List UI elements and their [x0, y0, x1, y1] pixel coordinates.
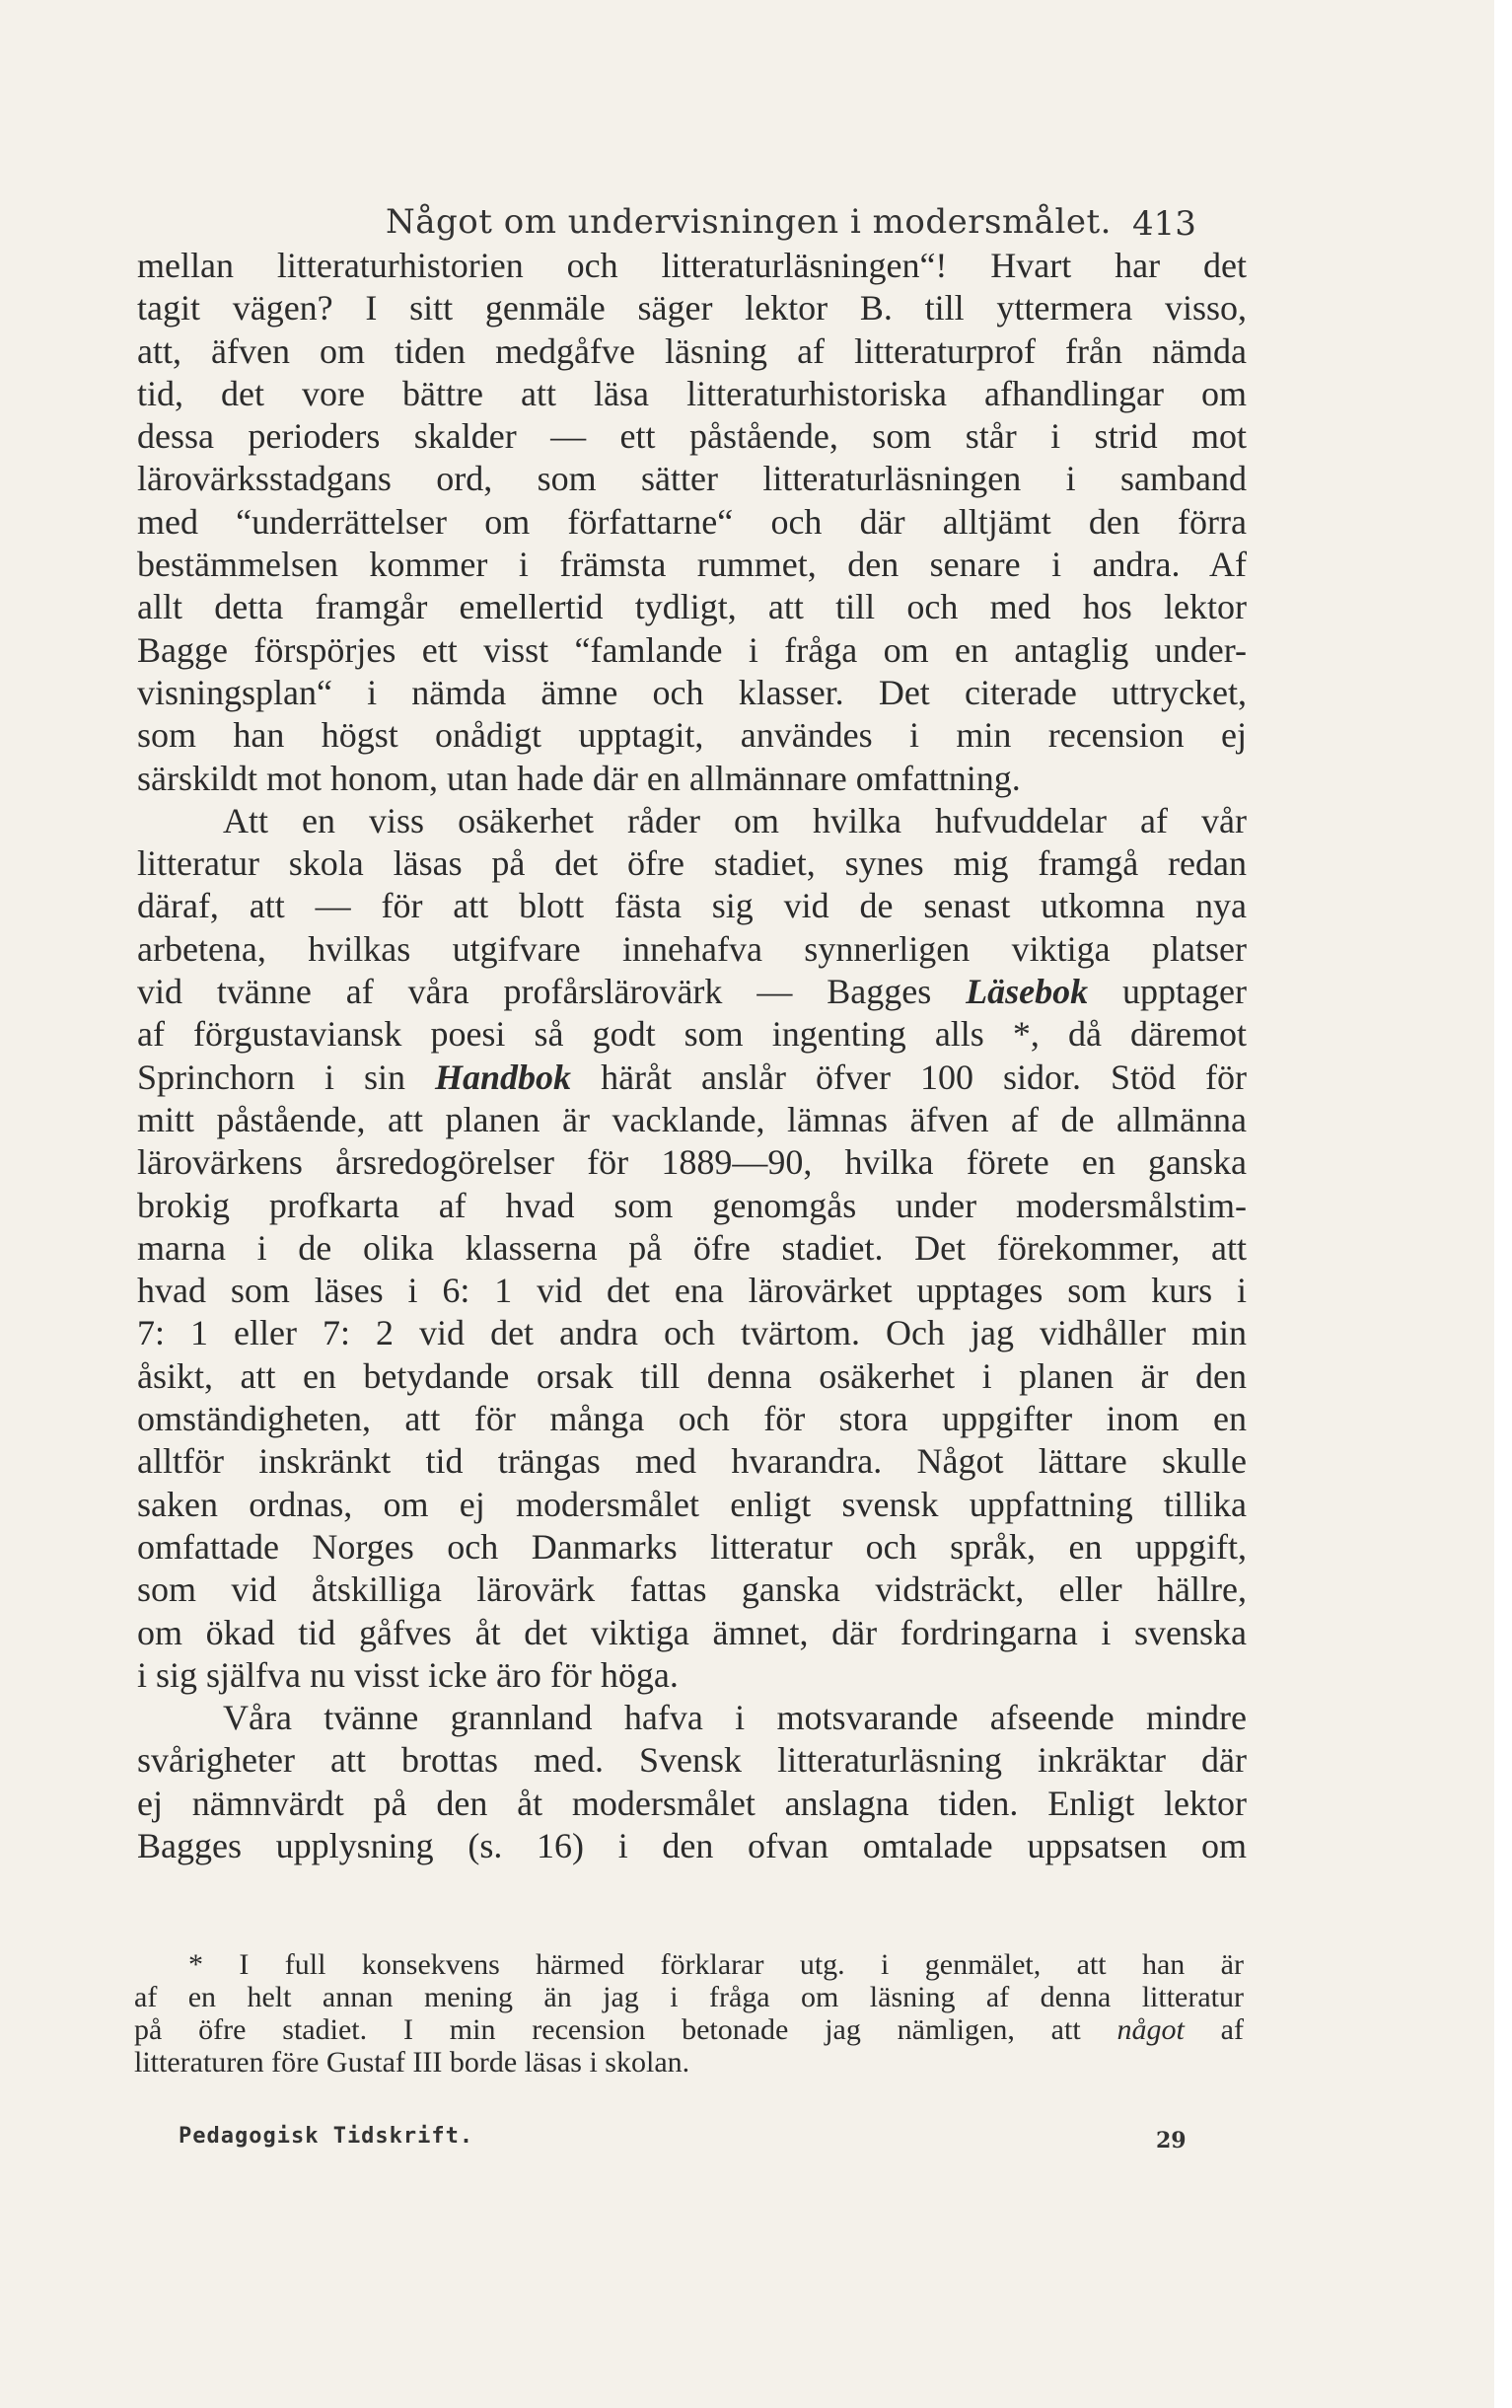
footnote-line: * I full konsekvens härmed förklarar utg. i genmälet, att han är	[188, 1948, 1244, 1981]
text-line: vid tvänne af våra profårslärovärk — Bagges Läsebok upptager	[137, 972, 1247, 1012]
text-line: lärovärksstadgans ord, som sätter litteraturläsningen i samband	[137, 459, 1247, 499]
text-line: hvad som läses i 6: 1 vid det ena lärovärket upptages som kurs i	[137, 1271, 1247, 1311]
text-line: tid, det vore bättre att läsa litteraturhistoriska afhandlingar om	[137, 373, 1247, 413]
text-line: mitt påstående, att planen är vacklande, lämnas äfven af de allmänna	[137, 1099, 1247, 1139]
text-line: dessa perioders skalder — ett påstående, som står i strid mot	[137, 416, 1247, 457]
text-line: bestämmelsen kommer i främsta rummet, den senare i andra. Af	[137, 545, 1247, 585]
text-line: om ökad tid gåfves åt det viktiga ämnet, där fordringarna i svenska	[137, 1612, 1247, 1652]
text-line: lärovärkens årsredogörelser för 1889—90, hvilka förete en ganska	[137, 1142, 1247, 1183]
text-line: att, äfven om tiden medgåfve läsning af litteraturprof från nämda	[137, 330, 1247, 371]
emphasised-title: Handbok	[435, 1057, 572, 1097]
text-line: allt detta framgår emellertid tydligt, att till och med hos lektor	[137, 587, 1247, 627]
text-line: däraf, att — för att blott fästa sig vid de senast utkomna nya	[137, 886, 1247, 926]
text-line: åsikt, att en betydande orsak till denna osäkerhet i planen är den	[137, 1355, 1247, 1396]
footnote-line: af en helt annan mening än jag i fråga om läsning af denna litteratur	[134, 1981, 1244, 2013]
text-line: i sig själfva nu visst icke äro för höga.	[137, 1654, 679, 1695]
emphasised-word: något	[1116, 2013, 1185, 2046]
text-line: mellan litteraturhistorien och litteraturläsningen“! Hvart har det	[137, 246, 1247, 285]
body-text	[137, 245, 1247, 1867]
footnote-line: på öfre stadiet. I min recension betonade jag nämligen, att något af	[134, 2013, 1244, 2046]
text-line: Bagges upplysning (s. 16) i den ofvan omtalade uppsatsen om	[137, 1825, 1247, 1865]
text-line: 7: 1 eller 7: 2 vid det andra och tvärtom. Och jag vidhåller min	[137, 1313, 1247, 1353]
page-number: 413	[1132, 204, 1196, 244]
text-line: särskildt mot honom, utan hade där en allmännare omfattning.	[137, 758, 1021, 798]
page-edge	[1494, 0, 1512, 2408]
text-line: omständigheten, att för många och för stora uppgifter inom en	[137, 1399, 1247, 1439]
text-line: alltför inskränkt tid trängas med hvarandra. Något lättare skulle	[137, 1441, 1247, 1482]
text-line: Att en viss osäkerhet råder om hvilka hufvuddelar af vår	[223, 800, 1247, 840]
text-line: brokig profkarta af hvad som genomgås under modersmålstim-	[137, 1185, 1247, 1225]
sheet-number: 29	[1156, 2128, 1187, 2153]
text-line: af förgustaviansk poesi så godt som ingenting alls *, då däremot	[137, 1014, 1247, 1055]
text-line: marna i de olika klasserna på öfre stadiet. Det förekommer, att	[137, 1227, 1247, 1268]
text-line: litteratur skola läsas på det öfre stadiet, synes mig framgå redan	[137, 843, 1247, 884]
text-line: ej nämnvärdt på den åt modersmålet anslagna tiden. Enligt lektor	[137, 1783, 1247, 1823]
footnote-line: litteraturen före Gustaf III borde läsas i skolan.	[134, 2046, 690, 2079]
text-line: omfattade Norges och Danmarks litteratur och språk, en uppgift,	[137, 1526, 1247, 1567]
text-line: saken ordnas, om ej modersmålet enligt svensk uppfattning tillika	[137, 1484, 1247, 1524]
footnote	[134, 1948, 1244, 2079]
text-line: Våra tvänne grannland hafva i motsvarande afseende mindre	[223, 1698, 1247, 1738]
journal-name: Pedagogisk Tidskrift.	[179, 2124, 474, 2149]
page-footer	[0, 2124, 1494, 2163]
text-line: svårigheter att brottas med. Svensk litteraturläsning inkräktar där	[137, 1740, 1247, 1781]
text-line: Sprinchorn i sin Handbok häråt anslår öfver 100 sidor. Stöd för	[137, 1057, 1248, 1097]
text-line: Bagge förspörjes ett visst “famlande i fråga om en antaglig under-	[137, 629, 1247, 670]
text-line: som han högst onådigt upptagit, användes i min recension ej	[137, 715, 1247, 756]
emphasised-title: Läsebok	[966, 972, 1089, 1012]
text-line: som vid åtskilliga lärovärk fattas ganska vidsträckt, eller hällre,	[137, 1569, 1247, 1610]
text-line: med “underrättelser om författarne“ och där alltjämt den förra	[137, 501, 1247, 542]
running-title: Något om undervisningen i modersmålet.	[386, 202, 1112, 242]
text-line: tagit vägen? I sitt genmäle säger lektor B. till yttermera visso,	[137, 288, 1247, 328]
text-line: arbetena, hvilkas utgifvare innehafva synnerligen viktiga platser	[137, 928, 1247, 969]
text-line: visningsplan“ i nämda ämne och klasser. Det citerade uttrycket,	[137, 672, 1247, 712]
